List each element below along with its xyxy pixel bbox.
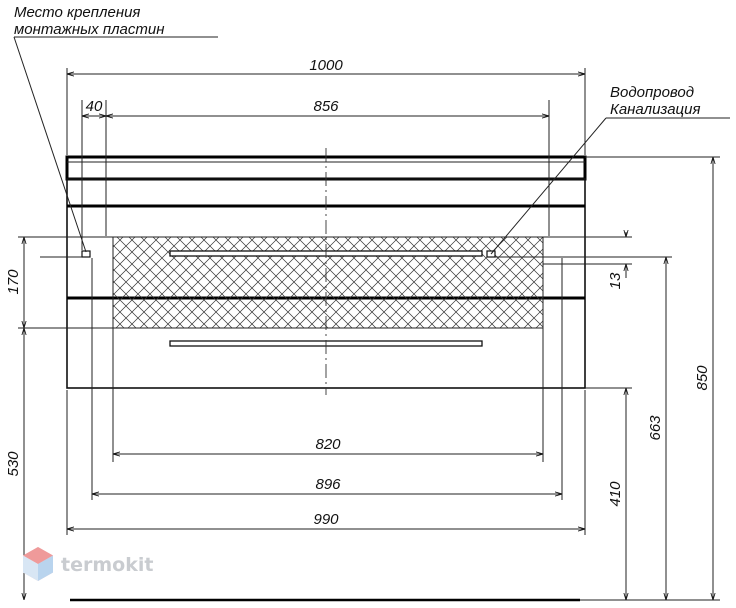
dim-170: 170	[5, 269, 22, 295]
callout-plates-line-2: монтажных пластин	[14, 21, 165, 38]
callout-pipes-line-2: Канализация	[610, 101, 701, 118]
dimension-lines	[24, 74, 713, 600]
dim-13: 13	[607, 272, 624, 290]
callout-pipes-line-1: Водопровод	[610, 84, 695, 101]
callout-plates	[14, 4, 218, 252]
dim-40: 40	[85, 98, 103, 115]
watermark	[23, 547, 153, 581]
callout-plates-leader	[14, 37, 86, 252]
dim-850: 850	[694, 365, 711, 391]
dim-410: 410	[607, 481, 624, 507]
dim-856: 856	[313, 98, 339, 115]
dim-990: 990	[313, 511, 339, 528]
callout-plates-line-1: Место крепления	[14, 4, 141, 21]
dim-1000: 1000	[309, 57, 343, 74]
dim-663: 663	[647, 415, 664, 441]
dim-820: 820	[315, 436, 341, 453]
callout-pipes	[491, 84, 730, 254]
termokit-logo-icon	[23, 547, 53, 581]
cabinet	[67, 148, 585, 395]
dim-896: 896	[315, 476, 341, 493]
extension-lines-horizontal	[18, 157, 720, 600]
dim-530: 530	[5, 451, 22, 477]
watermark-text: termokit	[61, 554, 154, 576]
